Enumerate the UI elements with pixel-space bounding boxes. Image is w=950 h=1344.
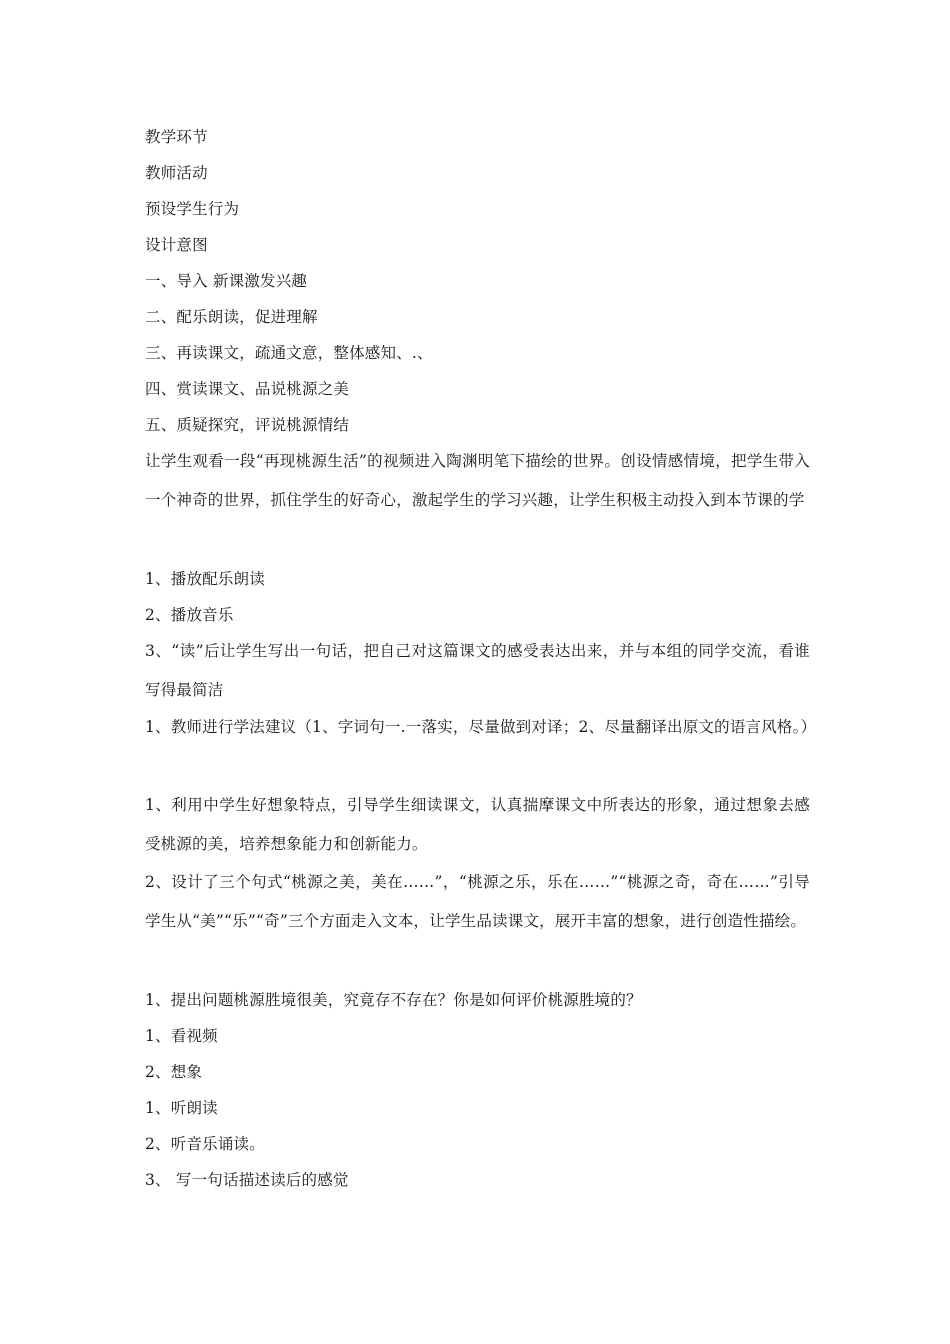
section-appreciate: 四、赏读课文、品说桃源之美 (145, 380, 350, 398)
header-teaching-stage: 教学环节 (145, 128, 208, 146)
section-reread: 三、再读课文，疏通文意，整体感知、.、 (145, 344, 433, 362)
header-teacher-activity: 教师活动 (145, 164, 208, 182)
section-inquiry: 五、质疑探究，评说桃源情结 (145, 416, 350, 434)
imagination-point-1: 1、利用中学生好想象特点，引导学生细读课文，认真揣摩课文中所表达的形象，通过想象去感受桃源的美，培养想象能力和创新能力。 (145, 796, 810, 853)
reading-step-3: 3、“读”后让学生写出一句话，把自己对这篇课文的感受表达出来，并与本组的同学交流，看谁写得最简洁 (145, 642, 810, 699)
student-action-imagine: 2、想象 (145, 1063, 203, 1081)
reading-step-2: 2、播放音乐 (145, 606, 234, 624)
intro-paragraph: 让学生观看一段“再现桃源生活”的视频进入陶渊明笔下描绘的世界。创设情感情境，把学生带入一个神奇的世界，抓住学生的好奇心，激起学生的学习兴趣，让学生积极主动投入到本节课的学 (145, 452, 810, 509)
imagination-point-2: 2、设计了三个句式“桃源之美，美在……”，“桃源之乐，乐在……”“桃源之奇，奇在……”引导学生从“美”“乐”“奇”三个方面走入文本，让学生品读课文，展开丰富的想象，进行创造性描绘。 (145, 873, 810, 930)
reading-step-1: 1、播放配乐朗读 (145, 570, 265, 588)
section-music-reading: 二、配乐朗读，促进理解 (145, 308, 318, 326)
student-action-write: 3、 写一句话描述读后的感觉 (145, 1171, 349, 1189)
header-design-intent: 设计意图 (145, 236, 208, 254)
inquiry-question: 1、提出问题桃源胜境很美，究竟存不存在？你是如何评价桃源胜境的？ (145, 991, 642, 1009)
student-action-watch: 1、看视频 (145, 1027, 218, 1045)
method-suggestion: 1、教师进行学法建议（1、字词句一.一落实，尽量做到对译；2、尽量翻译出原文的语言风格。） (145, 718, 817, 736)
student-action-recite: 2、听音乐诵读。 (145, 1135, 265, 1153)
section-intro: 一、导入 新课激发兴趣 (145, 272, 308, 290)
student-action-listen: 1、听朗读 (145, 1099, 218, 1117)
header-student-behavior: 预设学生行为 (145, 200, 240, 218)
